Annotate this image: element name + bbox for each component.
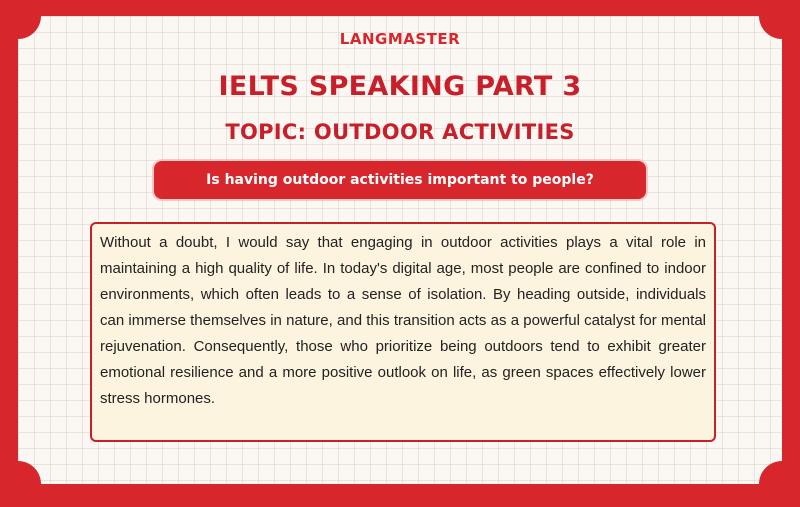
answer-box: [90, 222, 716, 442]
brand-logo: LANGMASTER: [339, 30, 461, 48]
topic-subtitle: TOPIC: OUTDOOR ACTIVITIES: [225, 120, 575, 144]
content-card: [18, 16, 782, 484]
answer-text: Without a doubt, I would say that engaging in outdoor activities plays a vital role in maintaining a high quality of life. In today's digital age, most people are confined to indoor environments, which often leads to a sense of isolation. By heading outside, individuals can immerse themselves in nature, and this transition acts as a powerful catalyst for mental rejuvenation. Consequently, those who prioritize being outdoors tend to exhibit greater emotional resilience and a more positive outlook on life, as green spaces effectively lower stress hormones.: [100, 234, 706, 407]
corner-cutout: [759, 461, 800, 507]
question-banner: [154, 161, 646, 199]
corner-cutout: [0, 461, 41, 507]
page-title: IELTS SPEAKING PART 3: [218, 71, 582, 102]
question-text: Is having outdoor activities important to people?: [206, 172, 594, 188]
